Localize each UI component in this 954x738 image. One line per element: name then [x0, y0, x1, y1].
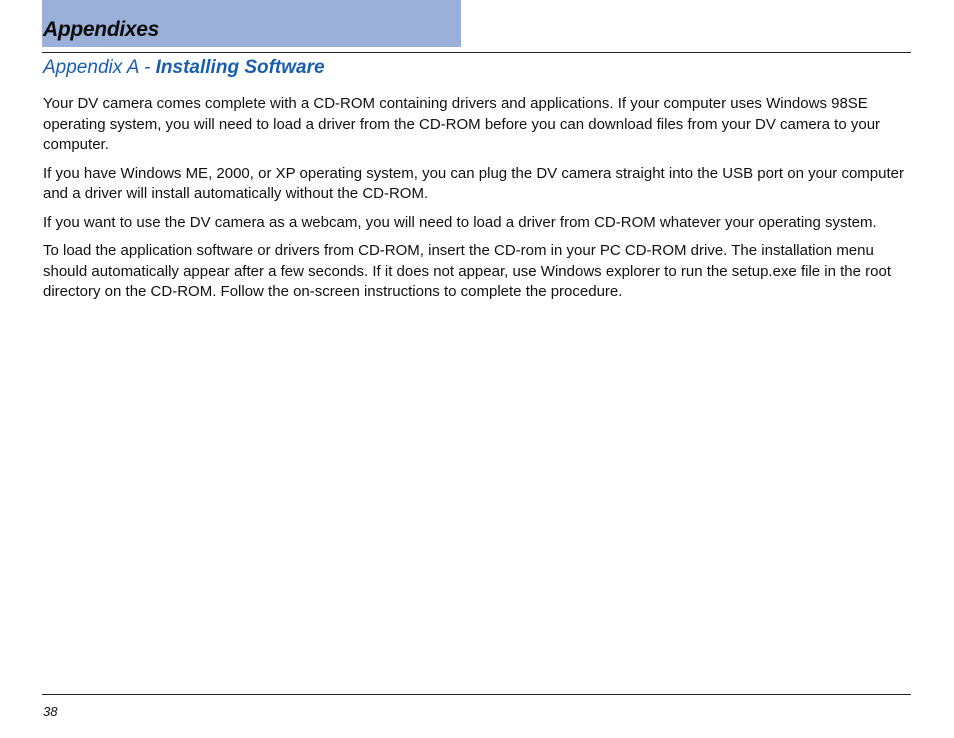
paragraph-4: To load the application software or drivers from CD-ROM, insert the CD-rom in your PC CD-ROM drive. The installation menu should automatically appear after a few seconds. If it does not appear, use Windows explorer to run the setup.exe file in the root directory on the CD-ROM. Follow the on-screen instructions to complete the procedure.	[43, 242, 891, 300]
header-divider	[42, 52, 911, 53]
paragraph-3: If you want to use the DV camera as a webcam, you will need to load a driver from CD-ROM whatever your operating system.	[43, 213, 877, 231]
subtitle-prefix: Appendix A -	[43, 57, 156, 78]
section-title: Appendixes	[43, 18, 160, 41]
paragraph-2: If you have Windows ME, 2000, or XP operating system, you can plug the DV camera straight into the USB port on your computer and a driver will install automatically without the CD-ROM.	[43, 164, 904, 202]
page-number: 38	[43, 704, 58, 719]
page-subtitle	[43, 55, 325, 81]
body-text	[43, 94, 913, 311]
paragraph-1: Your DV camera comes complete with a CD-ROM containing drivers and applications. If your computer uses Windows 98SE operating system, you will need to load a driver from the CD-ROM before you can download files from your DV camera to your computer.	[43, 95, 881, 153]
footer-divider	[42, 694, 911, 695]
subtitle-name: Installing Software	[155, 57, 325, 78]
